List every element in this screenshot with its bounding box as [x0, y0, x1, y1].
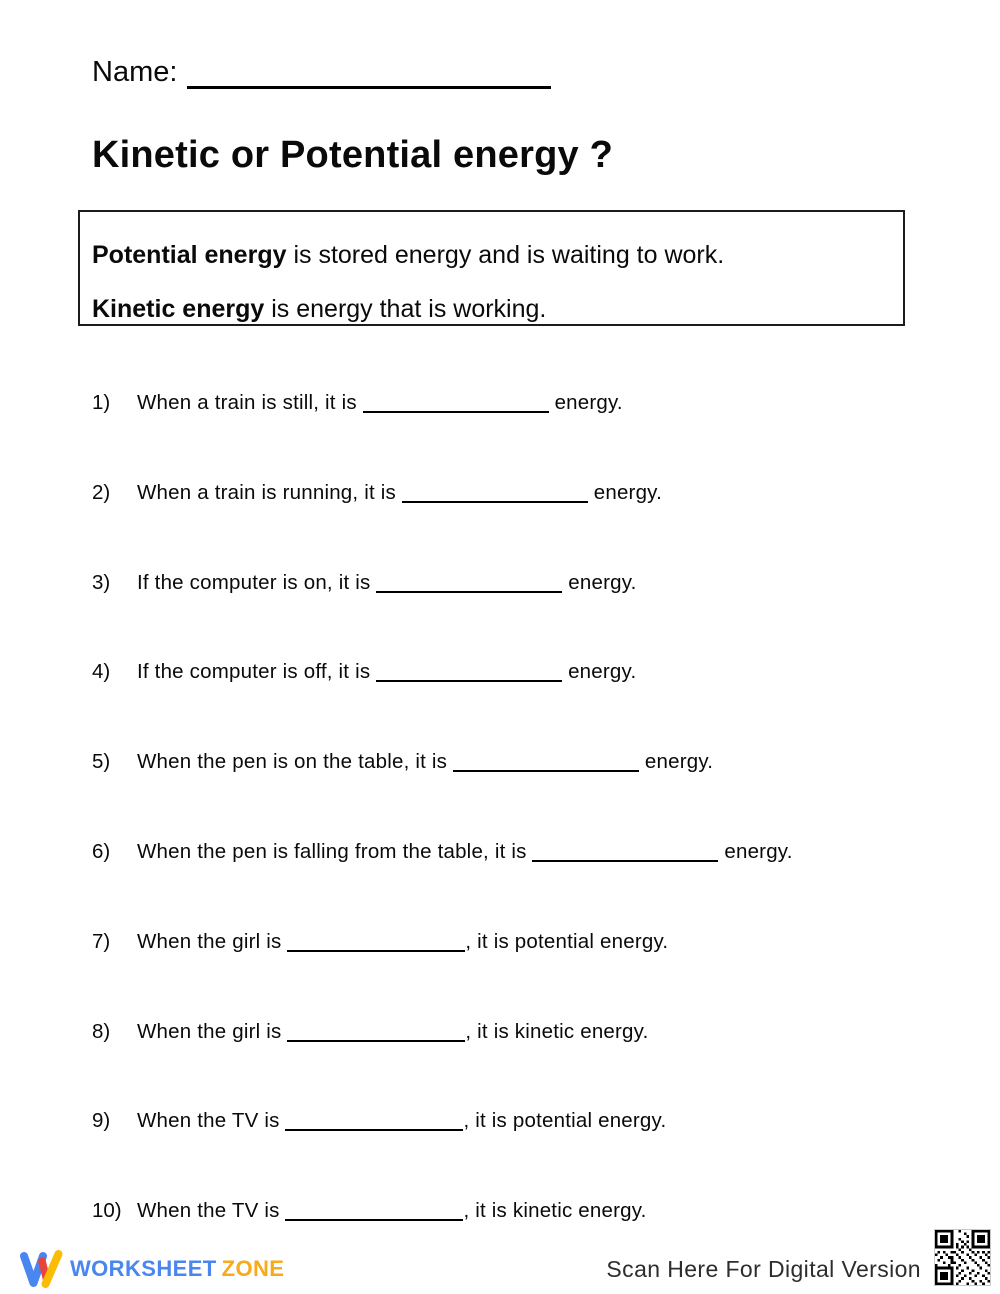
logo-text [70, 1256, 284, 1282]
question-post-text: , it is kinetic energy. [465, 1019, 649, 1043]
definition-box [78, 210, 905, 326]
scan-area [606, 1230, 990, 1285]
question-text [137, 1199, 647, 1223]
page-title: Kinetic or Potential energy ? [92, 134, 614, 176]
name-field-line[interactable] [187, 62, 551, 89]
definition-term-potential: Potential energy [92, 241, 287, 269]
worksheetzone-logo-icon [18, 1247, 64, 1291]
answer-blank-7[interactable] [287, 934, 465, 952]
question-row-9 [92, 1109, 972, 1199]
question-row-4 [92, 660, 972, 750]
question-post-text: , it is potential energy. [465, 929, 669, 953]
question-text [137, 1109, 666, 1133]
question-pre-text: If the computer is on, it is [137, 570, 377, 594]
question-text [137, 391, 623, 415]
question-post-text: , it is potential energy. [463, 1109, 667, 1133]
question-text [137, 1020, 648, 1044]
question-number: 1) [92, 391, 111, 414]
answer-blank-9[interactable] [285, 1113, 463, 1131]
question-row-2 [92, 481, 972, 571]
question-post-text: energy. [639, 750, 714, 774]
answer-blank-5[interactable] [453, 754, 639, 772]
name-label: Name: [92, 56, 178, 88]
question-text [137, 930, 668, 954]
question-pre-text: When the pen is on the table, it is [137, 750, 454, 774]
question-pre-text: When the girl is [137, 1019, 288, 1043]
question-pre-text: When a train is running, it is [137, 480, 402, 504]
question-row-6 [92, 840, 972, 930]
answer-blank-3[interactable] [376, 575, 562, 593]
answer-blank-8[interactable] [287, 1024, 465, 1042]
name-row [92, 54, 551, 89]
answer-blank-2[interactable] [402, 485, 588, 503]
question-post-text: energy. [587, 480, 662, 504]
question-number: 2) [92, 480, 111, 504]
question-post-text: energy. [562, 570, 637, 594]
question-post-text: , it is kinetic energy. [463, 1199, 647, 1223]
question-text [137, 481, 662, 505]
question-number: 10) [92, 1199, 122, 1223]
answer-blank-10[interactable] [285, 1203, 463, 1221]
qr-code [935, 1230, 990, 1285]
question-number: 6) [92, 839, 111, 863]
question-pre-text: If the computer is off, it is [137, 660, 377, 684]
question-number: 9) [92, 1109, 111, 1133]
scan-here-label: Scan Here For Digital Version [606, 1256, 921, 1282]
logo-word-worksheet: WORKSHEET [70, 1256, 217, 1281]
definition-line-potential [92, 228, 893, 282]
definition-text-potential: is stored energy and is waiting to work. [286, 241, 725, 269]
question-number: 5) [92, 750, 111, 774]
question-number: 8) [92, 1019, 111, 1043]
question-number: 4) [92, 660, 111, 684]
question-post-text: energy. [562, 660, 637, 684]
worksheetzone-logo [18, 1247, 284, 1291]
question-post-text: energy. [718, 839, 793, 863]
question-text [137, 571, 637, 595]
logo-word-zone: ZONE [221, 1256, 285, 1281]
question-row-5 [92, 750, 972, 840]
question-pre-text: When the girl is [137, 929, 288, 953]
question-pre-text: When a train is still, it is [137, 391, 363, 414]
question-post-text: energy. [548, 391, 623, 414]
question-row-7 [92, 930, 972, 1020]
question-number: 7) [92, 929, 111, 953]
question-list [92, 391, 972, 1289]
answer-blank-1[interactable] [363, 395, 549, 413]
question-pre-text: When the TV is [137, 1109, 286, 1133]
question-row-3 [92, 571, 972, 661]
question-pre-text: When the TV is [137, 1199, 286, 1223]
question-text [137, 750, 713, 774]
question-pre-text: When the pen is falling from the table, it is [137, 839, 533, 863]
question-text [137, 660, 636, 684]
answer-blank-6[interactable] [532, 844, 718, 862]
definition-term-kinetic: Kinetic energy [92, 295, 265, 323]
question-row-8 [92, 1020, 972, 1110]
definition-line-kinetic [92, 282, 893, 336]
question-text [137, 840, 793, 864]
answer-blank-4[interactable] [376, 664, 562, 682]
definition-text-kinetic: is energy that is working. [264, 295, 547, 323]
question-number: 3) [92, 570, 111, 594]
question-row-1 [92, 391, 972, 481]
